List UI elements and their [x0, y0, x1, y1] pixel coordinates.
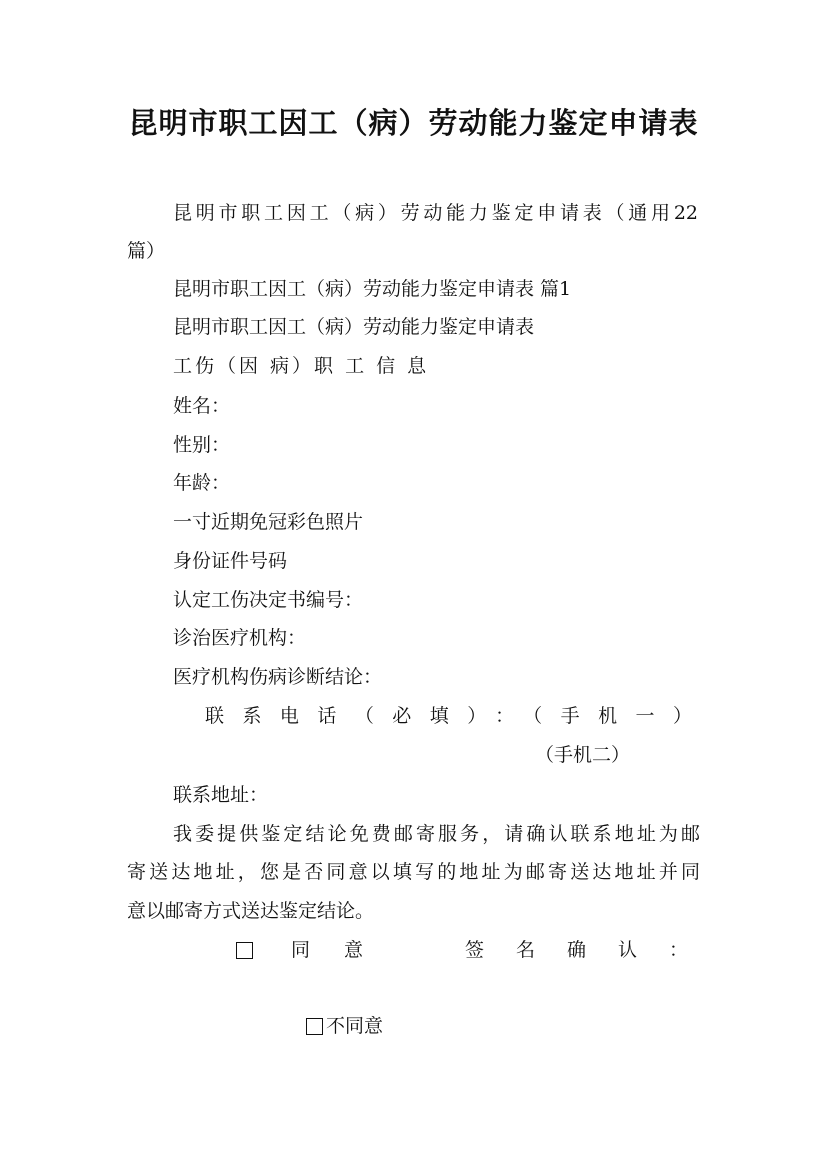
- disagree-label: 不同意: [326, 1015, 384, 1037]
- field-decision-number: 认定工伤决定书编号：: [173, 589, 364, 611]
- notice-line-3: 意以邮寄方式送达鉴定结论。: [127, 900, 375, 922]
- section-heading: 工伤（因 病）职 工 信 息: [173, 355, 430, 377]
- notice-line-2: 寄送达地址，您是否同意以填写的地址为邮寄送达地址并同: [127, 861, 700, 883]
- notice-line-1: 我委提供鉴定结论免费邮寄服务，请确认联系地址为邮: [173, 823, 700, 845]
- field-age: 年龄：: [173, 472, 231, 494]
- disagree-checkbox[interactable]: [306, 1018, 323, 1035]
- field-phone: 联系电话（必填）：（手机一）: [205, 705, 692, 727]
- intro-line-1: 昆明市职工因工（病）劳动能力鉴定申请表（通用22: [173, 202, 698, 224]
- document-title: 昆明市职工因工（病）劳动能力鉴定申请表: [128, 106, 699, 140]
- agree-label: 同意: [291, 939, 363, 961]
- field-address: 联系地址：: [173, 784, 269, 806]
- intro-line-2: 篇）: [127, 240, 166, 262]
- field-hospital: 诊治医疗机构：: [173, 627, 307, 649]
- form-title: 昆明市职工因工（病）劳动能力鉴定申请表: [173, 316, 535, 338]
- field-id-number: 身份证件号码: [173, 550, 288, 572]
- signature-label: 签名确认：: [465, 939, 688, 961]
- field-gender: 性别：: [173, 434, 231, 456]
- field-diagnosis: 医疗机构伤病诊断结论：: [173, 666, 383, 688]
- chapter-heading: 昆明市职工因工（病）劳动能力鉴定申请表 篇1: [173, 278, 572, 300]
- field-name: 姓名：: [173, 395, 231, 417]
- field-photo: 一寸近期免冠彩色照片: [173, 511, 364, 533]
- agree-checkbox[interactable]: [236, 942, 253, 959]
- field-phone-2: （手机二）: [535, 744, 631, 766]
